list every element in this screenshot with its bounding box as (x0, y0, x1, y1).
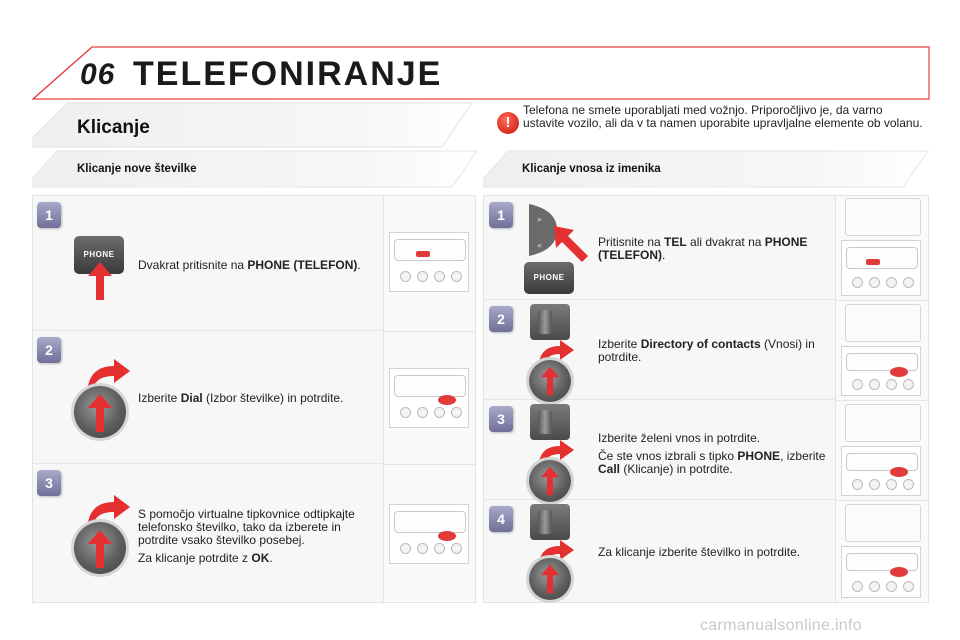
radio-display (394, 511, 466, 533)
steering-wheel-thumbnail (845, 504, 921, 542)
radio-highlight (438, 395, 456, 405)
wheel-highlight (846, 199, 862, 223)
step-text-bold: OK (251, 551, 270, 565)
step-text-pre: Izberite (138, 391, 181, 405)
exclamation-icon: ! (497, 112, 519, 134)
step-text-bold: Call (598, 462, 621, 476)
step-instruction (138, 259, 378, 272)
arrow-up-icon (541, 564, 559, 594)
warning-text: Telefona ne smete uporabljati med vožnjo. Priporočljivo je, da varno ustavite vozilo, ali da v ta namen uporabite upravljalne elemente ob volanu. (523, 103, 923, 130)
step-number-badge: 2 (37, 337, 61, 363)
scroll-wheel-icon (530, 504, 570, 540)
radio-highlight (416, 251, 430, 257)
step-text-post: (Vnosi) in potrdite. (598, 337, 815, 364)
arrow-up-icon (541, 466, 559, 496)
step-number-badge: 3 (37, 470, 61, 496)
radio-buttons (852, 479, 914, 493)
radio-highlight (890, 567, 908, 577)
step-paragraph (138, 552, 374, 565)
step-text-bold: TEL (664, 235, 687, 249)
step-paragraph (598, 450, 830, 476)
radio-display (394, 375, 466, 397)
radio-display (846, 453, 918, 471)
section-title: Klicanje (77, 117, 150, 138)
radio-highlight (438, 531, 456, 541)
step-number-badge: 1 (489, 202, 513, 228)
arrow-up-icon (88, 394, 112, 432)
step-text-post: (Izbor številke) in potrdite. (202, 391, 344, 405)
step-number-badge: 4 (489, 506, 513, 532)
step-instruction (598, 432, 830, 481)
watermark: carmanualsonline.info (700, 617, 862, 634)
step-text-post: . (269, 551, 273, 565)
step-text-bold: PHONE (TELEFON) (598, 235, 808, 262)
radio-display (394, 239, 466, 261)
left-panel-divider (383, 196, 384, 602)
radio-unit-thumbnail (389, 368, 469, 428)
right-thumb-divider (836, 300, 928, 301)
step-text-bold: PHONE (TELEFON) (247, 258, 358, 272)
step-text-bold: Dial (180, 391, 203, 405)
step-text-post: (Klicanje) in potrdite. (620, 462, 733, 476)
radio-unit-thumbnail (841, 446, 921, 496)
right-subheader-title: Klicanje vnosa iz imenika (522, 163, 661, 175)
radio-highlight (866, 259, 880, 265)
radio-unit-thumbnail (389, 232, 469, 292)
step-instruction (598, 236, 830, 262)
svg-text:»: » (537, 215, 542, 224)
radio-buttons (852, 277, 914, 291)
step-text-post: . (357, 258, 361, 272)
step-text-bold: PHONE (737, 449, 781, 463)
step-text-pre: Izberite (598, 337, 641, 351)
radio-unit-thumbnail (841, 546, 921, 598)
radio-buttons (400, 407, 462, 421)
svg-text:«: « (537, 241, 542, 250)
rotate-arrow-icon (84, 358, 134, 388)
step-paragraph: Izberite želeni vnos in potrdite. (598, 431, 761, 445)
left-subheader-title: Klicanje nove številke (77, 163, 197, 175)
step-instruction (138, 392, 378, 405)
radio-buttons (852, 379, 914, 393)
radio-buttons (400, 271, 462, 285)
step-number-badge: 2 (489, 306, 513, 332)
scroll-wheel-icon (530, 404, 570, 440)
step-number-badge: 3 (489, 406, 513, 432)
radio-unit-thumbnail (389, 504, 469, 564)
arrow-up-icon (88, 262, 112, 300)
right-thumb-divider (836, 500, 928, 501)
step-text-pre: Pritisnite na (598, 235, 665, 249)
right-panel-divider (835, 196, 836, 602)
wheel-highlight (846, 405, 858, 425)
radio-unit-thumbnail (841, 346, 921, 396)
radio-display (846, 553, 918, 571)
step-text-mid: , izberite (780, 449, 826, 463)
step-instruction (598, 338, 830, 364)
chapter-number: 06 (80, 58, 116, 91)
rotate-arrow-icon (84, 494, 134, 524)
arrow-diagonal-icon (554, 226, 590, 262)
arrow-up-icon (541, 366, 559, 396)
step-paragraph: S pomočjo virtualne tipkovnice odtipkajte telefonsko številko, tako da izberete in potrdite vsako številko posebej. (138, 507, 355, 547)
radio-display (846, 353, 918, 371)
radio-highlight (890, 467, 908, 477)
phone-button-graphic: PHONE (524, 262, 574, 294)
radio-highlight (890, 367, 908, 377)
step-instruction: Za klicanje izberite številko in potrdite. (598, 545, 801, 559)
left-thumb-divider (384, 331, 475, 332)
radio-buttons (400, 543, 462, 557)
step-text-pre: Če ste vnos izbrali s tipko (598, 449, 738, 463)
wheel-highlight (846, 305, 858, 325)
radio-display (846, 247, 918, 269)
phone-button-graphic: PHONE (74, 236, 124, 274)
step-number-badge: 1 (37, 202, 61, 228)
step-text-bold: Directory of contacts (640, 337, 761, 351)
scroll-wheel-icon (530, 304, 570, 340)
steering-wheel-thumbnail (845, 404, 921, 442)
step-text-post: . (662, 248, 666, 262)
radio-buttons (852, 581, 914, 595)
wheel-highlight (846, 505, 858, 525)
step-text-mid: ali dvakrat na (686, 235, 765, 249)
left-thumb-divider (384, 464, 475, 465)
right-thumb-divider (836, 400, 928, 401)
step-text-pre: Za klicanje potrdite z (138, 551, 252, 565)
step-text-pre: Dvakrat pritisnite na (138, 258, 248, 272)
steering-wheel-thumbnail (845, 198, 921, 236)
step-instruction (138, 508, 374, 570)
arrow-up-icon (88, 530, 112, 568)
radio-unit-thumbnail (841, 240, 921, 296)
chapter-title: TELEFONIRANJE (133, 55, 443, 93)
steering-wheel-thumbnail (845, 304, 921, 342)
